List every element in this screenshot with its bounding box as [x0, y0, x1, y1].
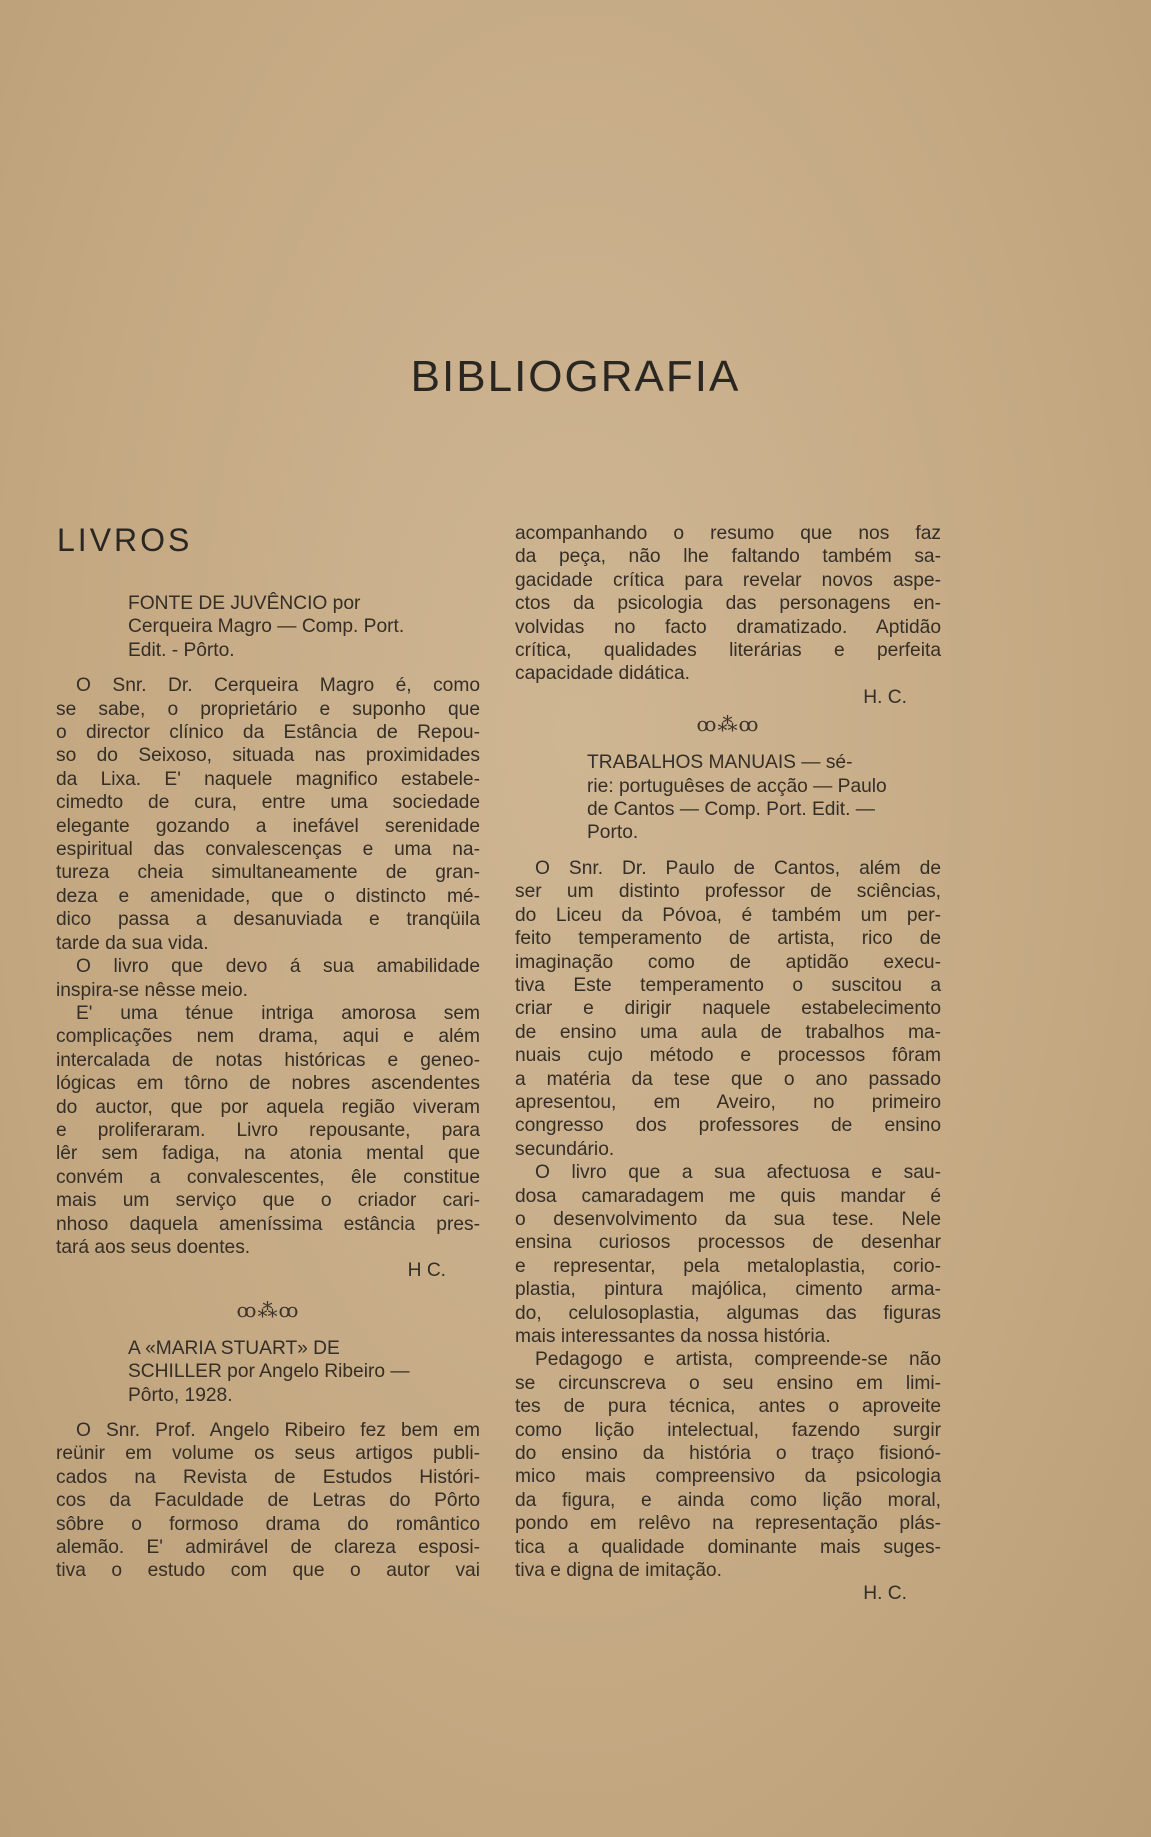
text-line: da Lixa. E' naquele magnifico estabele- — [56, 768, 480, 790]
text-line: dosa camaradagem me quis mandar é — [515, 1185, 941, 1207]
review-2-heading-line: A «MARIA STUART» DE — [128, 1337, 340, 1359]
text-line: capacidade didática. — [515, 663, 690, 685]
review-2-heading-line: Pôrto, 1928. — [128, 1384, 233, 1406]
text-line: ctos da psicologia das personagens en- — [515, 593, 941, 615]
text-line: tiva e digna de imitação. — [515, 1560, 722, 1582]
text-line: E' uma ténue intriga amorosa sem — [76, 1002, 480, 1024]
text-line: mais um serviço que o criador cari- — [56, 1190, 480, 1212]
text-line: do auctor, que por aquela região viveram — [56, 1096, 480, 1118]
text-line: se sabe, o proprietário e suponho que — [56, 698, 480, 720]
text-line: tarde da sua vida. — [56, 932, 209, 954]
text-line: da peça, não lhe faltando também sa- — [515, 546, 941, 568]
text-line: acompanhando o resumo que nos faz — [515, 523, 941, 544]
text-line: so do Seixoso, situada nas proximidades — [56, 745, 480, 767]
text-line: mais interessantes da nossa história. — [515, 1326, 831, 1347]
text-line: se circunscreva o seu ensino em limi- — [515, 1372, 941, 1394]
text-line: O Snr. Prof. Angelo Ribeiro fez bem em — [76, 1420, 480, 1441]
text-line: e representar, pela metaloplastia, corio- — [515, 1255, 941, 1277]
text-line: tiva Este temperamento o suscitou a — [515, 974, 941, 996]
text-line: criar e dirigir naquele estabelecimento — [515, 998, 941, 1020]
review-1-heading-line: Edit. - Pôrto. — [128, 639, 235, 661]
text-line: O livro que a sua afectuosa e sau- — [535, 1162, 941, 1184]
text-line: da figura, e ainda como lição moral, — [515, 1489, 941, 1511]
text-line: ensina curiosos processos de desenhar — [515, 1232, 941, 1254]
text-line: crítica, qualidades literárias e perfeita — [515, 640, 941, 662]
page-title: BIBLIOGRAFIA — [410, 352, 741, 401]
review-3-heading-line: Porto. — [587, 822, 639, 844]
text-line: do, celulosoplastia, algumas das figuras — [515, 1302, 941, 1324]
text-line: lógicas em tôrno de nobres ascendentes — [56, 1073, 480, 1095]
text-line: do ensino da história o traço fisionó- — [515, 1443, 941, 1465]
text-line: complicações nem drama, aqui e além — [56, 1026, 480, 1048]
review-3-heading-line: rie: portuguêses de acção — Paulo — [587, 775, 887, 797]
text-line: convém a convalescentes, êle constitue — [56, 1166, 480, 1188]
review-2-body — [56, 1419, 480, 1583]
text-line: tes de pura técnica, antes o aproveite — [515, 1396, 941, 1418]
text-line: Pedagogo e artista, compreende-se não — [535, 1349, 941, 1371]
review-2-heading-line: SCHILLER por Angelo Ribeiro — — [128, 1361, 410, 1383]
text-line: intercalada de notas históricas e geneo- — [56, 1049, 480, 1071]
text-line: dico passa a desanuviada e tranqüila — [56, 909, 480, 931]
text-line: tará aos seus doentes. — [56, 1236, 251, 1258]
review-3-heading-line: de Cantos — Comp. Port. Edit. — — [587, 799, 875, 821]
text-line: tica a qualidade dominante mais suges- — [515, 1536, 941, 1558]
review-1-heading-line: FONTE DE JUVÊNCIO por — [128, 593, 361, 614]
review-3-signature: H. C. — [863, 1583, 907, 1605]
text-line: congresso dos professores de ensino — [515, 1115, 941, 1137]
text-line: o desenvolvimento da sua tese. Nele — [515, 1208, 941, 1230]
text-line: apresentou, em Aveiro, no primeiro — [515, 1091, 941, 1113]
text-line: ser um distinto professor de sciências, — [515, 881, 941, 903]
section-heading-livros: LIVROS — [57, 522, 193, 558]
text-line: pondo em relêvo na representação plás- — [515, 1513, 941, 1535]
text-line: deza e amenidade, que o distincto mé- — [56, 885, 480, 907]
text-line: sôbre o formoso drama do romântico — [56, 1513, 480, 1535]
review-2-continuation — [515, 522, 941, 686]
text-line: e proliferaram. Livro repousante, para — [56, 1119, 480, 1141]
text-line: imaginação como de aptidão execu- — [515, 951, 941, 973]
text-line: cados na Revista de Estudos Históri- — [56, 1466, 480, 1488]
text-line: mico mais compreensivo da psicologia — [515, 1466, 941, 1488]
text-line: tureza cheia simultaneamente de gran- — [56, 862, 480, 884]
text-line: lêr sem fadiga, na atonia mental que — [56, 1143, 480, 1165]
review-3-heading-line: TRABALHOS MANUAIS — sé- — [587, 752, 853, 774]
review-2-signature: H. C. — [863, 686, 907, 708]
review-1-heading — [56, 592, 480, 662]
review-1-heading-line: Cerqueira Magro — Comp. Port. — [128, 616, 405, 638]
review-2-heading — [56, 1337, 480, 1407]
right-column — [515, 522, 941, 1606]
ornament-divider: ꝏ⁂ꝏ — [236, 1297, 300, 1322]
left-column — [56, 592, 480, 1583]
text-line: tiva o estudo com que o autor vai — [56, 1560, 480, 1582]
text-line: inspira-se nêsse meio. — [56, 979, 248, 1001]
text-line: elegante gozando a inefável serenidade — [56, 815, 480, 837]
text-line: cos da Faculdade de Letras do Pôrto — [56, 1490, 480, 1512]
text-line: volvidas no facto dramatizado. Aptidão — [515, 616, 941, 638]
text-line: a matéria da tese que o ano passado — [515, 1068, 941, 1090]
text-line: O livro que devo á sua amabilidade — [76, 956, 480, 978]
text-line: alemão. E' admirável de clareza esposi- — [56, 1537, 480, 1559]
text-line: secundário. — [515, 1138, 615, 1160]
text-line: do Liceu da Póvoa, é também um per- — [515, 904, 941, 926]
review-1-body — [56, 674, 480, 1259]
text-line: nuais cujo método e processos fôram — [515, 1045, 941, 1067]
text-line: como lição intelectual, fazendo surgir — [515, 1419, 941, 1441]
text-line: o director clínico da Estância de Repou- — [56, 722, 480, 744]
text-line: feito temperamento de artista, rico de — [515, 928, 941, 950]
text-line: O Snr. Dr. Paulo de Cantos, além de — [535, 857, 941, 879]
text-line: reünir em volume os seus artigos publi- — [56, 1443, 480, 1465]
text-line: de ensino uma aula de trabalhos ma- — [515, 1021, 941, 1043]
text-line: plastia, pintura majólica, cimento arma- — [515, 1279, 941, 1301]
text-line: nhoso daquela ameníssima estância pres- — [56, 1213, 480, 1235]
text-line: gacidade crítica para revelar novos aspe- — [515, 569, 941, 591]
ornament-divider: ꝏ⁂ꝏ — [696, 712, 760, 737]
review-3-body — [515, 857, 941, 1583]
text-line: espiritual das convalescenças e uma na- — [56, 839, 480, 861]
review-3-heading — [515, 751, 941, 845]
text-line: O Snr. Dr. Cerqueira Magro é, como — [76, 675, 480, 697]
review-1-signature: H C. — [407, 1260, 446, 1282]
text-line: cimedto de cura, entre uma sociedade — [56, 792, 480, 814]
